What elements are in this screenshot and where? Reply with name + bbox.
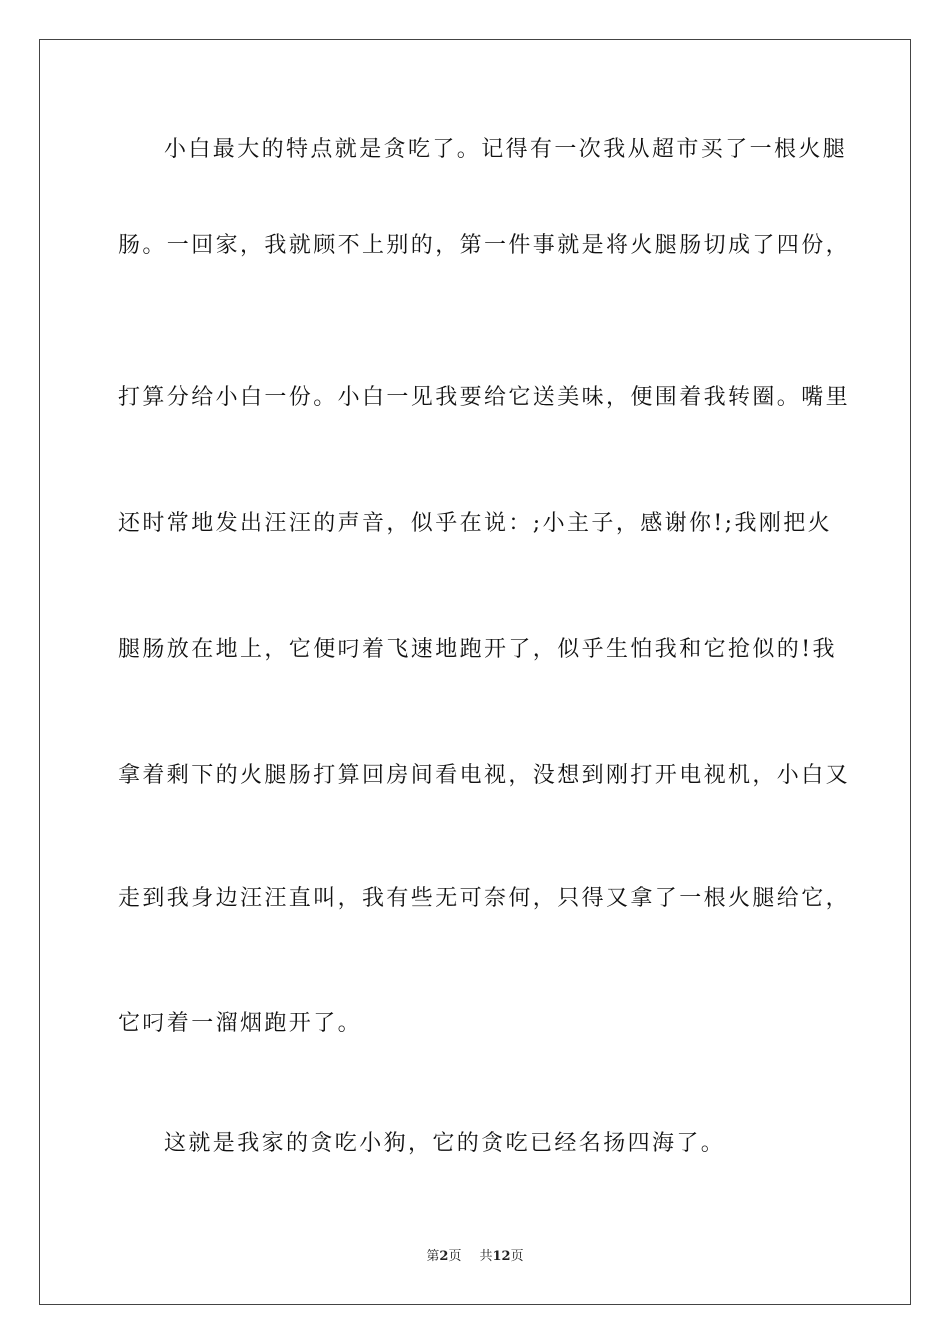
page-suffix: 页 — [448, 1249, 462, 1264]
paragraph-1-line-3: 打算分给小白一份。小白一见我要给它送美味，便围着我转圈。嘴里 — [118, 385, 851, 410]
page-footer — [0, 1249, 950, 1265]
paragraph-1-line-2: 肠。一回家，我就顾不上别的，第一件事就是将火腿肠切成了四份， — [118, 233, 851, 258]
page-border — [39, 39, 911, 1305]
paragraph-1-line-6: 拿着剩下的火腿肠打算回房间看电视，没想到刚打开电视机，小白又 — [118, 763, 851, 788]
paragraph-1-line-7: 走到我身边汪汪直叫，我有些无可奈何，只得又拿了一根火腿给它， — [118, 886, 851, 911]
paragraph-1-line-1: 小白最大的特点就是贪吃了。记得有一次我从超市买了一根火腿 — [164, 137, 848, 162]
page-prefix: 第 — [426, 1249, 440, 1264]
total-prefix: 共 — [479, 1249, 493, 1264]
paragraph-2-line-1: 这就是我家的贪吃小狗，它的贪吃已经名扬四海了。 — [164, 1131, 726, 1156]
paragraph-1-line-8: 它叼着一溜烟跑开了。 — [118, 1011, 363, 1036]
page-current: 2 — [439, 1249, 449, 1264]
paragraph-1-line-5: 腿肠放在地上，它便叼着飞速地跑开了，似乎生怕我和它抢似的!我 — [118, 637, 837, 662]
page-total: 12 — [492, 1249, 511, 1264]
paragraph-1-line-4: 还时常地发出汪汪的声音，似乎在说：;小主子，感谢你!;我刚把火 — [118, 511, 833, 536]
total-suffix: 页 — [510, 1249, 524, 1264]
